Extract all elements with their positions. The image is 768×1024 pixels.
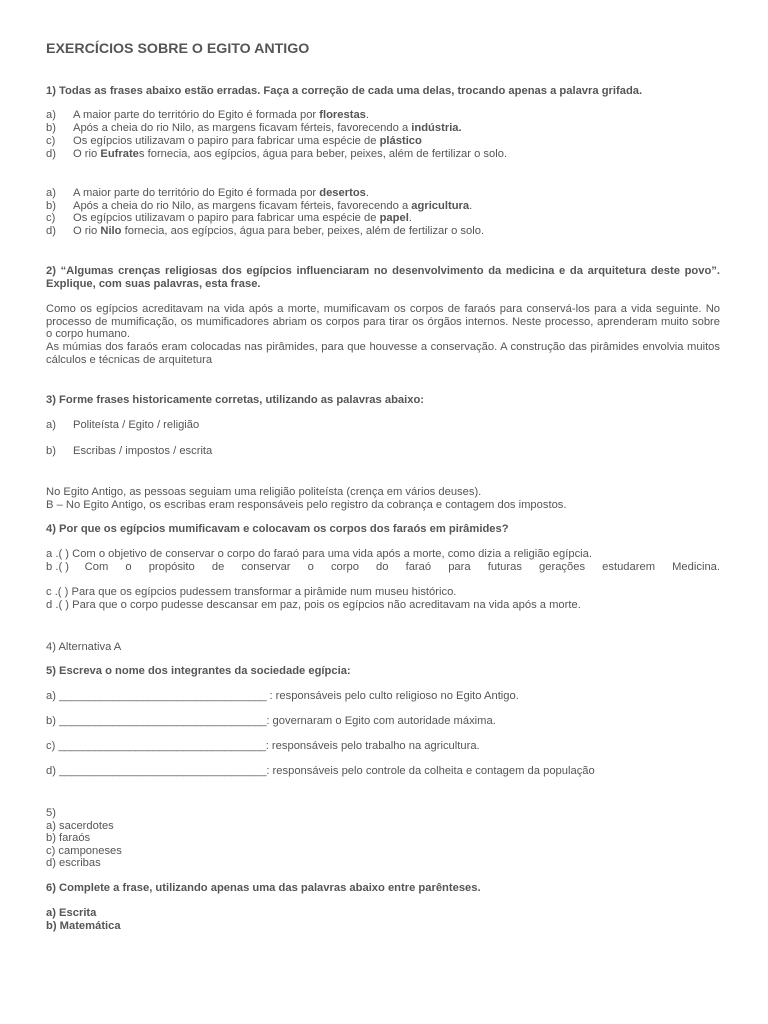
question-2-heading: 2) “Algumas crenças religiosas dos egípcios influenciaram no desenvolvimento da medicina e da arquitetura deste povo”. Explique, com suas palavras, esta frase.	[46, 265, 720, 290]
question-6-heading: 6) Complete a frase, utilizando apenas uma das palavras abaixo entre parênteses.	[46, 882, 481, 894]
q2-answer-paragraph-2: As múmias dos faraós eram colocadas nas pirâmides, para que houvesse a conservação. A construção das pirâmides envolvia muitos cálculos e técnicas de arquitetura	[46, 341, 720, 366]
q6-option-b: b) Matemática	[46, 920, 121, 932]
q5-answer-c: c) camponeses	[46, 845, 122, 857]
q5-item-b: b) ___________________________________: governaram o Egito com autoridade máxima.	[46, 715, 496, 727]
q4-option-d: d .( ) Para que o corpo pudesse descansar em paz, pois os egípcios não acreditavam na vida após a morte.	[46, 599, 581, 611]
q5-item-d: d) ___________________________________: responsáveis pelo controle da colheita e contagem da população	[46, 765, 595, 777]
q1-answer-item-c: c) Os egípcios utilizavam o papiro para fabricar uma espécie de papel.	[46, 212, 412, 224]
q1-answer-item-a: a) A maior parte do território do Egito é formada por desertos.	[46, 187, 369, 199]
q1-answer-item-b: b) Após a cheia do rio Nilo, as margens ficavam férteis, favorecendo a agricultura.	[46, 200, 473, 212]
q5-answer-header: 5)	[46, 807, 56, 819]
q1-wrong-item-a: a) A maior parte do território do Egito é formada por florestas.	[46, 109, 369, 121]
q3-answer-2: B – No Egito Antigo, os escribas eram responsáveis pelo registro da cobrança e contagem dos impostos.	[46, 499, 567, 511]
q3-item-b: b) Escribas / impostos / escrita	[46, 445, 213, 457]
q5-answer-a: a) sacerdotes	[46, 820, 114, 832]
q1-answer-item-d: d) O rio Nilo fornecia, aos egípcios, água para beber, peixes, além de fertilizar o solo.	[46, 225, 485, 237]
page-title: EXERCÍCIOS SOBRE O EGITO ANTIGO	[46, 41, 310, 57]
q4-option-b: b .( ) Com o propósito de conservar o corpo do faraó para futuras gerações estudarem Medicina.	[46, 561, 720, 573]
q1-wrong-item-c: c) Os egípcios utilizavam o papiro para fabricar uma espécie de plástico	[46, 135, 422, 147]
q1-wrong-item-d: d) O rio Eufrates fornecia, aos egípcios, água para beber, peixes, além de fertilizar o solo.	[46, 148, 508, 160]
q2-answer-paragraph-1: Como os egípcios acreditavam na vida após a morte, mumificavam os corpos de faraós para conservá-los para a vida seguinte. No processo de mumificação, os mumificadores abriam os corpos para tirar os órgãos internos. Neste processo, aprenderam muito sobre o corpo humano.	[46, 303, 720, 341]
q6-option-a: a) Escrita	[46, 907, 97, 919]
q1-wrong-item-b: b) Após a cheia do rio Nilo, as margens ficavam férteis, favorecendo a indústria.	[46, 122, 462, 134]
question-5-heading: 5) Escreva o nome dos integrantes da sociedade egípcia:	[46, 665, 351, 677]
q3-item-a: a) Politeísta / Egito / religião	[46, 419, 200, 431]
q5-item-c: c) ___________________________________: responsáveis pelo trabalho na agricultura.	[46, 740, 480, 752]
q5-answer-b: b) faraós	[46, 832, 91, 844]
question-4-heading: 4) Por que os egípcios mumificavam e colocavam os corpos dos faraós em pirâmides?	[46, 523, 509, 535]
question-1-heading: 1) Todas as frases abaixo estão erradas. Faça a correção de cada uma delas, trocando apenas a palavra grifada.	[46, 85, 643, 97]
q5-item-a: a) ___________________________________ : responsáveis pelo culto religioso no Egito Antigo.	[46, 690, 519, 702]
q4-option-c: c .( ) Para que os egípcios pudessem transformar a pirâmide num museu histórico.	[46, 586, 457, 598]
q5-answer-d: d) escribas	[46, 857, 101, 869]
q4-option-a: a .( ) Com o objetivo de conservar o corpo do faraó para uma vida após a morte, como dizia a religião egípcia.	[46, 548, 592, 560]
q4-answer: 4) Alternativa A	[46, 641, 122, 653]
q3-answer-1: No Egito Antigo, as pessoas seguiam uma religião politeísta (crença em vários deuses).	[46, 486, 482, 498]
question-3-heading: 3) Forme frases historicamente corretas, utilizando as palavras abaixo:	[46, 394, 425, 406]
